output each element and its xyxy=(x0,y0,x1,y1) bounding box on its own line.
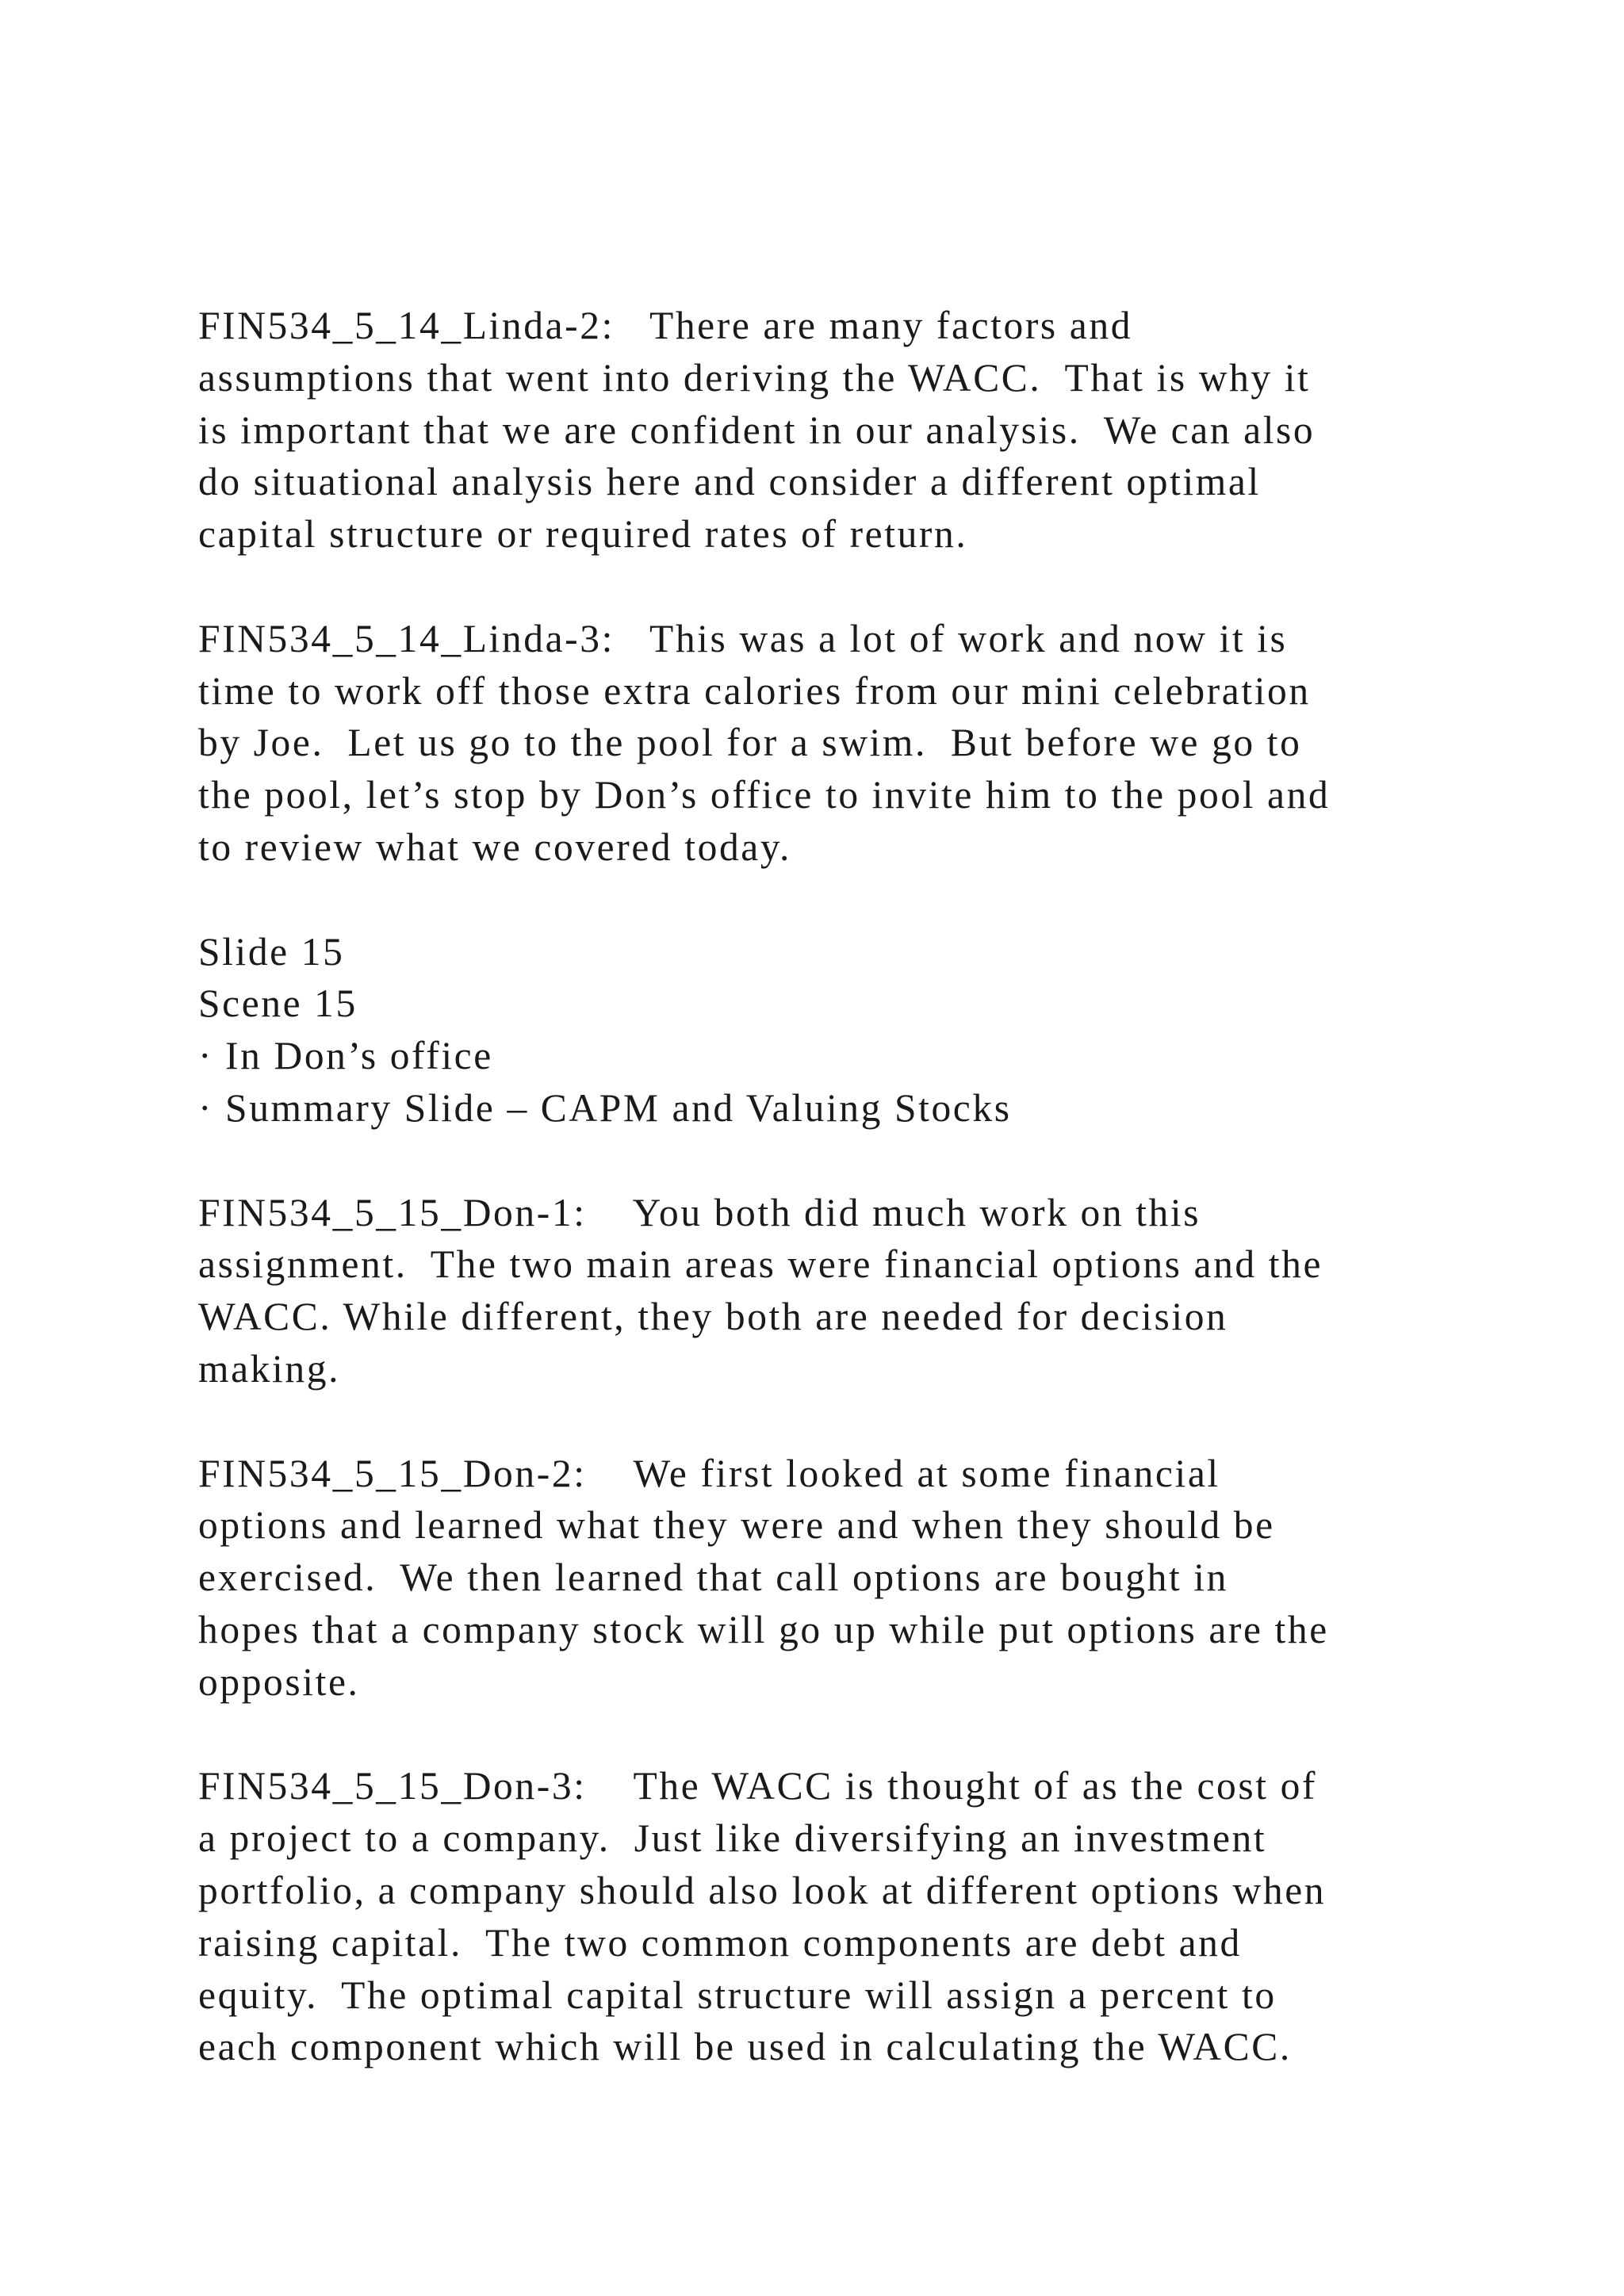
text-line: by Joe. Let us go to the pool for a swim. But before we go to xyxy=(198,721,1302,765)
paragraph-linda-3 xyxy=(198,613,1467,874)
text-line: FIN534_5_15_Don-1: You both did much work on this xyxy=(198,1190,1201,1234)
paragraph-spacer xyxy=(198,874,1467,926)
paragraph-don-2 xyxy=(198,1448,1467,1709)
text-line: Slide 15 xyxy=(198,929,345,974)
text-line: capital structure or required rates of return. xyxy=(198,512,968,557)
paragraph-linda-2 xyxy=(198,300,1467,561)
text-line: WACC. While different, they both are needed for decision xyxy=(198,1295,1228,1339)
text-line: FIN534_5_15_Don-3: The WACC is thought of as the cost of xyxy=(198,1764,1318,1808)
document-body xyxy=(198,300,1467,2073)
text-line: the pool, let’s stop by Don’s office to invite him to the pool and xyxy=(198,773,1331,817)
text-line: raising capital. The two common components are debt and xyxy=(198,1920,1242,1965)
text-line: hopes that a company stock will go up while put options are the xyxy=(198,1607,1329,1651)
text-line: FIN534_5_14_Linda-2: There are many factors and xyxy=(198,304,1133,347)
text-line: assumptions that went into deriving the WACC. That is why it xyxy=(198,355,1311,400)
text-line: portfolio, a company should also look at different options when xyxy=(198,1868,1327,1912)
text-line: to review what we covered today. xyxy=(198,825,791,869)
slide-15-heading xyxy=(198,926,1467,1135)
paragraph-spacer xyxy=(198,1395,1467,1448)
text-line: assignment. The two main areas were financial options and the xyxy=(198,1242,1323,1287)
text-line: equity. The optimal capital structure will assign a percent to xyxy=(198,1973,1277,2017)
paragraph-spacer xyxy=(198,1135,1467,1187)
paragraph-spacer xyxy=(198,1709,1467,1761)
text-line: FIN534_5_14_Linda-3: This was a lot of work and now it is xyxy=(198,616,1288,660)
text-line: Scene 15 xyxy=(198,982,358,1026)
text-line: · Summary Slide – CAPM and Valuing Stocks xyxy=(198,1085,1012,1130)
text-line: FIN534_5_15_Don-2: We first looked at some financial xyxy=(198,1451,1220,1495)
text-line: is important that we are confident in our analysis. We can also xyxy=(198,408,1316,452)
text-line: options and learned what they were and when they should be xyxy=(198,1503,1275,1548)
text-line: opposite. xyxy=(198,1659,360,1704)
text-line: · In Don’s office xyxy=(198,1034,493,1078)
text-line: making. xyxy=(198,1346,341,1391)
paragraph-don-1 xyxy=(198,1187,1467,1395)
paragraph-spacer xyxy=(198,561,1467,613)
text-line: a project to a company. Just like diversifying an investment xyxy=(198,1816,1267,1861)
text-line: each component which will be used in calculating the WACC. xyxy=(198,2025,1292,2069)
paragraph-don-3 xyxy=(198,1760,1467,2073)
text-line: time to work off those extra calories from our mini celebration xyxy=(198,668,1311,713)
text-line: do situational analysis here and consider a different optimal xyxy=(198,460,1261,504)
text-line: exercised. We then learned that call options are bought in xyxy=(198,1556,1228,1600)
